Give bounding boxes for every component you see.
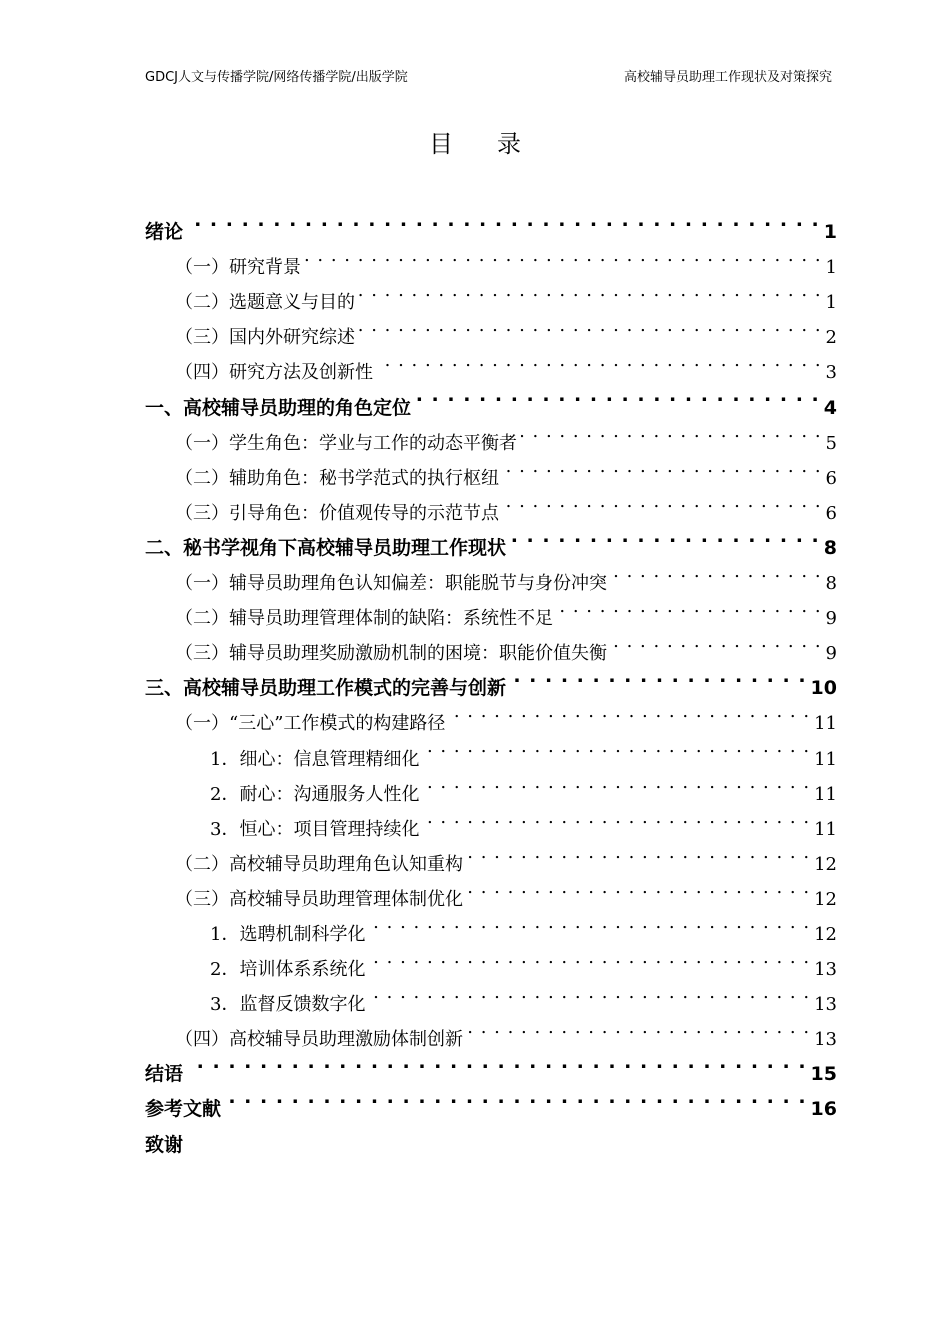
toc-entry-label: 1．选聘机制科学化 xyxy=(210,923,366,945)
toc-dot-leader xyxy=(369,975,810,1010)
toc-dot-leader xyxy=(510,519,820,554)
toc-dot-leader xyxy=(377,343,822,378)
toc-entry-page: 9 xyxy=(825,608,837,630)
toc-entry-page: 15 xyxy=(810,1063,837,1086)
toc-dot-leader xyxy=(369,905,810,940)
toc-entry-page: 4 xyxy=(823,396,837,419)
toc-dot-leader xyxy=(467,835,810,870)
toc-dot-leader xyxy=(611,554,822,589)
toc-entry-page: 3 xyxy=(825,362,837,384)
toc-entry-page: 6 xyxy=(825,502,837,524)
toc-entry-label: （三）国内外研究综述 xyxy=(175,327,355,349)
toc-dot-leader xyxy=(359,308,822,343)
toc-entry-page: 11 xyxy=(814,713,837,735)
toc-entry-page: 8 xyxy=(823,536,837,559)
toc-entry-page: 11 xyxy=(814,818,837,840)
toc-entry-page: 11 xyxy=(814,783,837,805)
toc-entry-page: 12 xyxy=(814,923,837,945)
toc-entry-page: 5 xyxy=(825,432,837,454)
toc-entry-page: 1 xyxy=(825,292,837,314)
toc-dot-leader xyxy=(423,800,810,835)
toc-entry-label: 三、高校辅导员助理工作模式的完善与创新 xyxy=(145,677,507,700)
toc-entry-label: 致谢 xyxy=(145,1133,184,1156)
toc-entry-label: （三）高校辅导员助理管理体制优化 xyxy=(175,888,463,910)
toc-entry-page: 13 xyxy=(814,994,837,1016)
toc-dot-leader xyxy=(503,484,822,519)
toc-entry-label: 3．恒心：项目管理持续化 xyxy=(210,818,420,840)
toc-dot-leader xyxy=(415,378,820,413)
toc-entry-page: 2 xyxy=(825,327,837,349)
toc-entry-page: 12 xyxy=(814,853,837,875)
toc-dot-leader xyxy=(187,1045,807,1080)
toc-dot-leader xyxy=(359,273,822,308)
toc-entry-page: 13 xyxy=(814,1029,837,1051)
toc-dot-leader xyxy=(521,414,822,449)
toc-dot-leader xyxy=(467,1010,810,1045)
toc-dot-leader xyxy=(449,694,810,729)
toc-entry-label: （二）辅助角色：秘书学范式的执行枢纽 xyxy=(175,467,499,489)
toc-entry-label: （一）学生角色：学业与工作的动态平衡者 xyxy=(175,432,517,454)
toc-entry-label: （四）研究方法及创新性 xyxy=(175,362,373,384)
toc-entry-page: 8 xyxy=(825,573,837,595)
toc-entry-label: 结语 xyxy=(145,1063,184,1086)
toc-entry-page: 1 xyxy=(825,257,837,279)
toc-entry-label: 参考文献 xyxy=(145,1098,222,1121)
toc-entry[interactable] xyxy=(145,1045,837,1086)
header-left-text: GDCJ人文与传播学院/网络传播学院/出版学院 xyxy=(145,70,408,85)
toc-dot-leader xyxy=(225,1080,807,1115)
toc-entry-label: 2．耐心：沟通服务人性化 xyxy=(210,783,420,805)
table-of-contents xyxy=(145,203,837,1156)
toc-entry-page: 10 xyxy=(810,677,837,700)
toc-dot-leader xyxy=(187,203,820,238)
toc-entry-label: （二）选题意义与目的 xyxy=(175,292,355,314)
toc-entry-label: 绪论 xyxy=(145,221,184,244)
toc-entry[interactable] xyxy=(145,238,837,279)
toc-entry-label: （四）高校辅导员助理激励体制创新 xyxy=(175,1029,463,1051)
toc-entry-label: （二）高校辅导员助理角色认知重构 xyxy=(175,853,463,875)
toc-entry-page: 13 xyxy=(814,959,837,981)
toc-dot-leader xyxy=(557,589,822,624)
toc-entry-page: 11 xyxy=(814,748,837,770)
toc-dot-leader xyxy=(187,1115,833,1150)
toc-entry-page: 9 xyxy=(825,643,837,665)
toc-dot-leader xyxy=(423,729,810,764)
toc-entry[interactable] xyxy=(145,203,837,244)
toc-entry-label: （三）引导角色：价值观传导的示范节点 xyxy=(175,502,499,524)
toc-title: 目录 xyxy=(429,130,565,158)
toc-entry-label: 3．监督反馈数字化 xyxy=(210,994,366,1016)
toc-entry-label: （一）辅导员助理角色认知偏差：职能脱节与身份冲突 xyxy=(175,573,607,595)
toc-dot-leader xyxy=(369,940,810,975)
toc-entry-label: （一）研究背景 xyxy=(175,257,301,279)
toc-dot-leader xyxy=(510,659,807,694)
toc-entry-label: 一、高校辅导员助理的角色定位 xyxy=(145,396,412,419)
toc-dot-leader xyxy=(467,870,810,905)
toc-dot-leader xyxy=(503,449,822,484)
toc-entry-label: （二）辅导员助理管理体制的缺陷：系统性不足 xyxy=(175,608,553,630)
toc-dot-leader xyxy=(423,765,810,800)
toc-entry-label: （三）辅导员助理奖励激励机制的困境：职能价值失衡 xyxy=(175,643,607,665)
toc-entry-label: 2．培训体系系统化 xyxy=(210,959,366,981)
toc-dot-leader xyxy=(305,238,822,273)
toc-entry-page: 6 xyxy=(825,467,837,489)
toc-dot-leader xyxy=(611,624,822,659)
toc-entry-label: 1．细心：信息管理精细化 xyxy=(210,748,420,770)
header-right-text: 高校辅导员助理工作现状及对策探究 xyxy=(623,70,832,85)
toc-entry-page: 12 xyxy=(814,888,837,910)
toc-entry-page: 1 xyxy=(823,221,837,244)
header-divider xyxy=(145,88,838,89)
toc-entry-page: 16 xyxy=(810,1098,837,1121)
toc-entry[interactable] xyxy=(145,1080,837,1121)
toc-entry-label: 二、秘书学视角下高校辅导员助理工作现状 xyxy=(145,536,507,559)
toc-entry[interactable] xyxy=(145,1115,837,1156)
toc-entry-label: （一）“三心”工作模式的构建路径 xyxy=(175,713,446,735)
